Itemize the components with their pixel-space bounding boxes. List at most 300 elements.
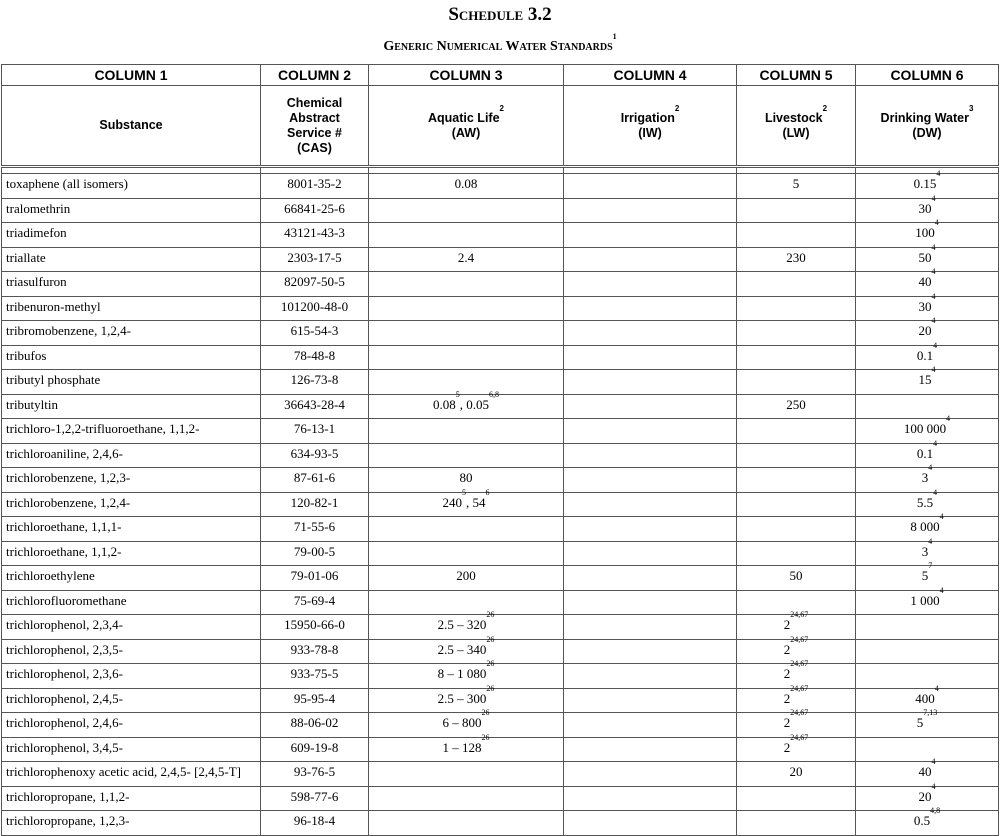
- table-row: [2, 786, 999, 811]
- livestock-cell: [737, 198, 856, 223]
- substance-cell: trichloropropane, 1,2,3-: [2, 811, 261, 836]
- header-line: Drinking Water: [880, 110, 969, 125]
- column-6-header: COLUMN 6: [856, 65, 999, 86]
- livestock-cell: [737, 786, 856, 811]
- footnote-ref: 4: [931, 193, 936, 203]
- cell-value: 100 000: [903, 421, 947, 436]
- table-row: [2, 590, 999, 615]
- aquatic-life-cell: [369, 223, 564, 248]
- footnote-ref: 1: [612, 32, 617, 41]
- cas-cell: 79-01-06: [261, 566, 369, 591]
- aquatic-life-cell: [369, 683, 564, 713]
- cas-cell: 933-75-5: [261, 664, 369, 689]
- irrigation-cell: [564, 272, 737, 297]
- header-line: Substance: [99, 118, 163, 132]
- footnote-ref: 4: [931, 242, 936, 252]
- substance-cell: trichloropropane, 1,1,2-: [2, 786, 261, 811]
- table-row: [2, 345, 999, 370]
- cell-value: , 0.05: [459, 396, 489, 412]
- substance-cell: triallate: [2, 247, 261, 272]
- cell-value: 400: [915, 690, 935, 706]
- cell-value: 230: [786, 249, 806, 265]
- livestock-cell: [737, 492, 856, 517]
- aquatic-life-cell: [369, 541, 564, 566]
- livestock-cell: [737, 223, 856, 248]
- livestock-cell: [737, 468, 856, 493]
- table-row: [2, 737, 999, 762]
- drinking-water-cell: [856, 365, 999, 395]
- substance-cell: trichlorobenzene, 1,2,4-: [2, 492, 261, 517]
- aquatic-life-cell: [369, 487, 564, 517]
- irrigation-cell: [564, 541, 737, 566]
- cell-value: 5: [921, 568, 929, 583]
- footnote-ref: 7,13: [923, 708, 938, 717]
- substance-cell: trichloroethane, 1,1,2-: [2, 541, 261, 566]
- drinking-water-cell: [856, 585, 999, 615]
- cell-value: 3: [921, 543, 929, 559]
- footnote-ref: 4: [931, 291, 936, 301]
- irrigation-cell: [564, 443, 737, 468]
- substance-cell: trichlorobenzene, 1,2,3-: [2, 468, 261, 493]
- substance-cell: trichloroethylene: [2, 566, 261, 591]
- aquatic-life-cell: [369, 419, 564, 444]
- irrigation-cell: [564, 370, 737, 395]
- aquatic-life-cell: [369, 610, 564, 640]
- column-1-header: COLUMN 1: [2, 65, 261, 86]
- cell-value: 0.1: [916, 445, 934, 461]
- substance-cell: trichlorophenol, 2,3,4-: [2, 615, 261, 640]
- footnote-ref: 7: [928, 561, 933, 570]
- table-row: [2, 321, 999, 346]
- table-row: [2, 566, 999, 591]
- substance-cell: tribromobenzene, 1,2,4-: [2, 321, 261, 346]
- cell-value: 2.5 – 340: [437, 641, 487, 657]
- substance-cell: trichlorophenol, 3,4,5-: [2, 737, 261, 762]
- aquatic-life-cell: [369, 389, 564, 419]
- table-row: [2, 394, 999, 419]
- footnote-ref: 24,67: [790, 683, 809, 693]
- cell-value: 20: [918, 323, 932, 338]
- table-subtitle: [0, 32, 1000, 55]
- table-body: [2, 169, 999, 836]
- substance-header: [2, 86, 261, 167]
- aquatic-life-cell: [369, 659, 564, 689]
- substance-cell: trichlorophenol, 2,4,6-: [2, 713, 261, 738]
- cell-value: 50: [789, 568, 803, 583]
- drinking-water-header: [856, 86, 999, 167]
- footnote-ref: 26: [481, 708, 490, 717]
- footnote-ref: 4: [931, 267, 936, 276]
- aquatic-life-cell: [369, 174, 564, 199]
- irrigation-cell: [564, 296, 737, 321]
- livestock-cell: [737, 443, 856, 468]
- header-line: (DW): [912, 125, 942, 140]
- drinking-water-cell: [856, 463, 999, 493]
- footnote-ref: 4,8: [930, 806, 941, 815]
- header-line: Aquatic Life: [428, 110, 500, 125]
- drinking-water-cell: [856, 487, 999, 517]
- cell-value: 2.5 – 320: [437, 617, 487, 632]
- irrigation-cell: [564, 566, 737, 591]
- aquatic-life-cell: [369, 634, 564, 664]
- livestock-cell: [737, 247, 856, 272]
- substance-cell: tributyltin: [2, 394, 261, 419]
- irrigation-cell: [564, 419, 737, 444]
- footnote-ref: 4: [933, 438, 938, 448]
- cell-value: 3: [921, 470, 929, 485]
- footnote-ref: 26: [486, 659, 495, 668]
- cell-value: 250: [786, 396, 806, 412]
- footnote-ref: 4: [931, 316, 936, 325]
- livestock-cell: [737, 541, 856, 566]
- cell-value: 0.1: [916, 347, 934, 363]
- irrigation-cell: [564, 174, 737, 199]
- irrigation-cell: [564, 247, 737, 272]
- table-row: [2, 517, 999, 542]
- table-row: [2, 419, 999, 444]
- subtitle-text: Generic Numerical Water Standards: [383, 39, 613, 54]
- cas-cell: 43121-43-3: [261, 223, 369, 248]
- aquatic-life-cell: [369, 590, 564, 615]
- cas-cell: 2303-17-5: [261, 247, 369, 272]
- cell-value: 15: [918, 372, 932, 387]
- cell-value: 100: [915, 225, 935, 240]
- footnote-ref: 24,67: [790, 732, 809, 742]
- water-standards-table: [1, 64, 999, 836]
- aquatic-life-cell: [369, 321, 564, 346]
- irrigation-cell: [564, 590, 737, 615]
- cas-cell: 78-48-8: [261, 345, 369, 370]
- drinking-water-cell: [856, 316, 999, 346]
- drinking-water-cell: [856, 193, 999, 223]
- column-description-row: [2, 86, 999, 167]
- livestock-cell: [737, 345, 856, 370]
- aquatic-life-cell: [369, 198, 564, 223]
- cas-cell: 95-95-4: [261, 688, 369, 713]
- cas-cell: 88-06-02: [261, 713, 369, 738]
- column-5-header: COLUMN 5: [737, 65, 856, 86]
- substance-cell: trichloro-1,2,2-trifluoroethane, 1,1,2-: [2, 419, 261, 444]
- drinking-water-cell: [856, 615, 999, 640]
- header-separator: [2, 167, 999, 174]
- cas-header: [261, 86, 369, 167]
- footnote-ref: 4: [928, 463, 933, 472]
- footnote-ref: 4: [931, 781, 936, 791]
- irrigation-cell: [564, 223, 737, 248]
- footnote-ref: 4: [931, 365, 936, 374]
- table-row: [2, 468, 999, 493]
- header-line: Irrigation: [620, 110, 675, 125]
- drinking-water-cell: [856, 512, 999, 542]
- cas-cell: 634-93-5: [261, 443, 369, 468]
- cell-value: 2: [783, 617, 791, 632]
- footnote-ref: 4: [939, 512, 944, 521]
- substance-cell: toxaphene (all isomers): [2, 174, 261, 199]
- irrigation-cell: [564, 737, 737, 762]
- irrigation-cell: [564, 345, 737, 370]
- cas-cell: 75-69-4: [261, 590, 369, 615]
- table-row: [2, 713, 999, 738]
- cell-value: 2: [783, 739, 791, 755]
- livestock-cell: [737, 321, 856, 346]
- cell-value: 20: [918, 788, 932, 804]
- footnote-ref: 4: [931, 757, 936, 766]
- table-row: [2, 272, 999, 297]
- header-line: Service #: [287, 125, 342, 140]
- header-line: (AW): [451, 125, 481, 140]
- cas-cell: 8001-35-2: [261, 174, 369, 199]
- aquatic-life-cell: [369, 247, 564, 272]
- aquatic-life-cell: [369, 732, 564, 762]
- footnote-ref: 24,67: [790, 610, 809, 619]
- cell-value: 0.15: [913, 176, 937, 191]
- cell-value: 1 000: [910, 592, 940, 608]
- footnote-ref: 26: [481, 732, 490, 742]
- drinking-water-cell: [856, 169, 999, 199]
- aquatic-life-cell: [369, 811, 564, 836]
- footnote-ref: 26: [486, 683, 495, 693]
- cas-cell: 615-54-3: [261, 321, 369, 346]
- drinking-water-cell: [856, 737, 999, 762]
- aquatic-life-cell: [369, 762, 564, 787]
- substance-cell: triasulfuron: [2, 272, 261, 297]
- table-row: [2, 664, 999, 689]
- footnote-ref: 4: [936, 169, 941, 178]
- cas-cell: 120-82-1: [261, 492, 369, 517]
- footnote-ref: 4: [934, 218, 939, 227]
- drinking-water-cell: [856, 757, 999, 787]
- cas-cell: 76-13-1: [261, 419, 369, 444]
- footnote-ref: 3: [968, 103, 974, 113]
- table-row: [2, 492, 999, 517]
- cell-value: 1 – 128: [442, 739, 482, 755]
- aquatic-life-cell: [369, 296, 564, 321]
- irrigation-cell: [564, 321, 737, 346]
- cell-value: 2.4: [457, 249, 475, 265]
- table-row: [2, 688, 999, 713]
- cell-value: 200: [456, 568, 476, 583]
- drinking-water-cell: [856, 664, 999, 689]
- footnote-ref: 24,67: [790, 634, 809, 644]
- substance-cell: trichlorophenoxy acetic acid, 2,4,5- [2,4,5-T]: [2, 762, 261, 787]
- aquatic-life-cell: [369, 443, 564, 468]
- cell-value: 0.5: [913, 813, 931, 828]
- livestock-cell: [737, 272, 856, 297]
- substance-cell: trichlorophenol, 2,3,6-: [2, 664, 261, 689]
- cell-value: 240: [442, 494, 462, 510]
- footnote-ref: 2: [674, 103, 680, 113]
- irrigation-cell: [564, 198, 737, 223]
- table-row: [2, 811, 999, 836]
- cas-cell: 609-19-8: [261, 737, 369, 762]
- cell-value: 6 – 800: [442, 715, 482, 730]
- substance-cell: trichlorophenol, 2,4,5-: [2, 688, 261, 713]
- drinking-water-cell: [856, 394, 999, 419]
- footnote-ref: 4: [933, 340, 938, 350]
- cell-value: 5: [916, 715, 924, 730]
- footnote-ref: 4: [946, 414, 951, 423]
- cas-cell: 71-55-6: [261, 517, 369, 542]
- drinking-water-cell: [856, 781, 999, 811]
- cell-value: 30: [918, 200, 932, 216]
- footnote-ref: 24,67: [790, 708, 809, 717]
- substance-cell: trichlorofluoromethane: [2, 590, 261, 615]
- footnote-ref: 24,67: [790, 659, 809, 668]
- cell-value: 0.08: [433, 396, 456, 412]
- livestock-cell: [737, 762, 856, 787]
- drinking-water-cell: [856, 242, 999, 272]
- drinking-water-cell: [856, 267, 999, 297]
- footnote-ref: 4: [939, 585, 944, 595]
- substance-cell: triadimefon: [2, 223, 261, 248]
- table-row: [2, 615, 999, 640]
- livestock-cell: [737, 517, 856, 542]
- schedule-title: Schedule 3.2: [448, 4, 552, 25]
- footnote-ref: 2: [822, 103, 828, 113]
- footnote-ref: 5: [455, 389, 460, 399]
- footnote-ref: 4: [934, 683, 939, 693]
- cell-value: 20: [789, 764, 803, 779]
- irrigation-cell: [564, 468, 737, 493]
- substance-cell: tribufos: [2, 345, 261, 370]
- table-row: [2, 762, 999, 787]
- irrigation-header: [564, 86, 737, 167]
- header-line: Livestock: [764, 110, 823, 125]
- drinking-water-cell: [856, 291, 999, 321]
- column-4-header: COLUMN 4: [564, 65, 737, 86]
- substance-cell: trichlorophenol, 2,3,5-: [2, 639, 261, 664]
- column-2-header: COLUMN 2: [261, 65, 369, 86]
- cas-cell: 87-61-6: [261, 468, 369, 493]
- cell-value: 2: [783, 641, 791, 657]
- header-line: Abstract: [289, 110, 340, 125]
- aquatic-life-cell: [369, 566, 564, 591]
- column-3-header: COLUMN 3: [369, 65, 564, 86]
- cell-value: 0.08: [454, 176, 478, 191]
- irrigation-cell: [564, 664, 737, 689]
- footnote-ref: 4: [928, 536, 933, 546]
- aquatic-life-cell: [369, 370, 564, 395]
- cas-cell: 598-77-6: [261, 786, 369, 811]
- table-row: [2, 296, 999, 321]
- column-number-row: [2, 65, 999, 86]
- aquatic-life-cell: [369, 468, 564, 493]
- drinking-water-cell: [856, 561, 999, 591]
- cell-value: 2: [783, 715, 791, 730]
- livestock-cell: [737, 174, 856, 199]
- header-line: (CAS): [297, 140, 332, 155]
- header-line: (IW): [638, 125, 662, 140]
- footnote-ref: 4: [933, 487, 938, 497]
- irrigation-cell: [564, 394, 737, 419]
- drinking-water-cell: [856, 708, 999, 738]
- drinking-water-cell: [856, 536, 999, 566]
- substance-cell: trichloroethane, 1,1,1-: [2, 517, 261, 542]
- cell-value: 40: [918, 274, 932, 289]
- substance-cell: tribenuron-methyl: [2, 296, 261, 321]
- irrigation-cell: [564, 713, 737, 738]
- drinking-water-cell: [856, 218, 999, 248]
- cell-value: 2: [783, 690, 791, 706]
- irrigation-cell: [564, 517, 737, 542]
- livestock-cell: [737, 566, 856, 591]
- irrigation-cell: [564, 688, 737, 713]
- irrigation-cell: [564, 639, 737, 664]
- substance-cell: trichloroaniline, 2,4,6-: [2, 443, 261, 468]
- livestock-cell: [737, 419, 856, 444]
- cell-value: 8 000: [910, 519, 940, 534]
- cas-cell: 93-76-5: [261, 762, 369, 787]
- cell-value: 5.5: [916, 494, 934, 510]
- table-row: [2, 198, 999, 223]
- cas-cell: 79-00-5: [261, 541, 369, 566]
- cas-cell: 96-18-4: [261, 811, 369, 836]
- drinking-water-cell: [856, 639, 999, 664]
- livestock-cell: [737, 732, 856, 762]
- irrigation-cell: [564, 811, 737, 836]
- cas-cell: 933-78-8: [261, 639, 369, 664]
- cas-cell: 82097-50-5: [261, 272, 369, 297]
- footnote-ref: 5: [462, 487, 466, 497]
- livestock-cell: [737, 811, 856, 836]
- table-row: [2, 370, 999, 395]
- aquatic-life-cell: [369, 786, 564, 811]
- footnote-ref: 6: [485, 487, 490, 497]
- footnote-ref: 6,8: [489, 389, 499, 399]
- table-row: [2, 247, 999, 272]
- cas-cell: 66841-25-6: [261, 198, 369, 223]
- aquatic-life-cell: [369, 345, 564, 370]
- table-row: [2, 443, 999, 468]
- irrigation-cell: [564, 615, 737, 640]
- aquatic-life-cell: [369, 272, 564, 297]
- header-line: (LW): [782, 125, 810, 140]
- cas-cell: 101200-48-0: [261, 296, 369, 321]
- substance-cell: tralomethrin: [2, 198, 261, 223]
- irrigation-cell: [564, 786, 737, 811]
- cell-value: 2.5 – 300: [437, 690, 487, 706]
- aquatic-life-header: [369, 86, 564, 167]
- table-row: [2, 639, 999, 664]
- livestock-cell: [737, 370, 856, 395]
- cell-value: 40: [918, 764, 932, 779]
- footnote-ref: 26: [486, 634, 495, 644]
- drinking-water-cell: [856, 806, 999, 836]
- livestock-header: [737, 86, 856, 167]
- cell-value: 2: [783, 666, 791, 681]
- drinking-water-cell: [856, 414, 999, 444]
- cell-value: 30: [918, 298, 932, 314]
- livestock-cell: [737, 394, 856, 419]
- cell-value: 5: [792, 176, 800, 191]
- substance-cell: tributyl phosphate: [2, 370, 261, 395]
- cell-value: 8 – 1 080: [437, 666, 487, 681]
- footnote-ref: 26: [486, 610, 495, 619]
- table-row: [2, 174, 999, 199]
- drinking-water-cell: [856, 340, 999, 370]
- aquatic-life-cell: [369, 517, 564, 542]
- cell-value: 50: [918, 249, 932, 265]
- livestock-cell: [737, 296, 856, 321]
- cas-cell: 36643-28-4: [261, 394, 369, 419]
- cell-value: 80: [459, 470, 473, 485]
- table-row: [2, 541, 999, 566]
- irrigation-cell: [564, 492, 737, 517]
- cas-cell: 126-73-8: [261, 370, 369, 395]
- irrigation-cell: [564, 762, 737, 787]
- drinking-water-cell: [856, 438, 999, 468]
- header-line: Chemical: [286, 95, 343, 110]
